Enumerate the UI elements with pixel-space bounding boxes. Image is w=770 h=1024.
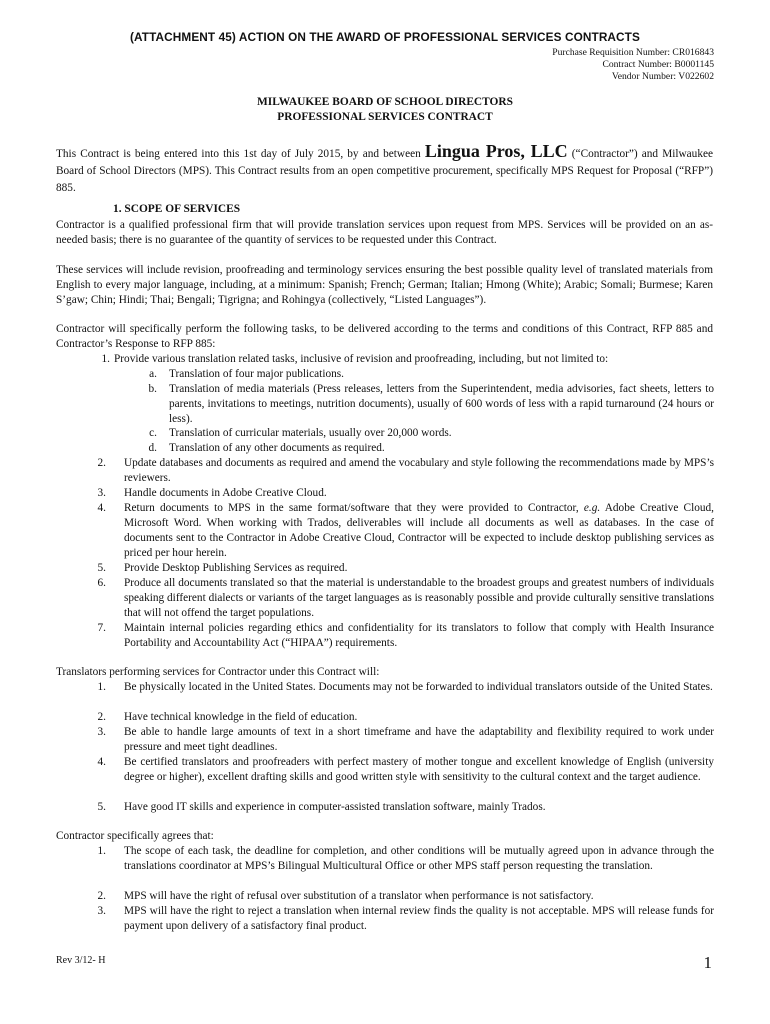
list-text: Produce all documents translated so that the material is understandable to the broadest groups and greatest numbers of individuals speaking different dialects or variants of the target languages as is reasonably possible and provide culturally sensitive translations that will not offend the target populations.: [124, 577, 714, 619]
list-number: 4.: [97, 502, 106, 514]
contractor-name: Lingua Pros, LLC: [424, 141, 568, 161]
list-number: 1.: [101, 353, 110, 365]
purchase-requisition-number: Purchase Requisition Number: CR016843: [552, 47, 714, 58]
list-number: 1.: [97, 845, 106, 857]
section-heading-scope: 1. SCOPE OF SERVICES: [113, 203, 241, 215]
page-number: 1: [703, 953, 712, 972]
list-number: 3.: [97, 905, 106, 917]
task4-text-before: Return documents to MPS in the same format/software that they were provided to Contractor,: [124, 502, 584, 514]
translators-intro: Translators performing services for Contractor under this Contract will:: [56, 666, 380, 678]
list-text: Translation of four major publications.: [169, 368, 344, 380]
list-letter: a.: [149, 368, 157, 380]
list-number: 3.: [97, 726, 106, 738]
list-number: 4.: [97, 756, 106, 768]
attachment-title: (ATTACHMENT 45) ACTION ON THE AWARD OF PROFESSIONAL SERVICES CONTRACTS: [130, 30, 640, 44]
list-letter: d.: [148, 442, 157, 454]
task4-eg: e.g.: [583, 502, 601, 514]
contract-title: [0, 95, 770, 125]
list-text: MPS will have the right to reject a translation when internal review finds the quality is not acceptable. MPS will release funds for payment upon delivery of a satisfactory final product.: [124, 905, 714, 932]
list-letter: b.: [148, 383, 157, 395]
intro-after: (“Contractor”) and Milwaukee Board of School Directors (MPS). This Contract results from an open competitive procurement, specifically MPS Request for Proposal (“RFP”) 885.: [56, 148, 714, 194]
list-number: 2.: [97, 890, 106, 902]
list-text: Have good IT skills and experience in computer-assisted translation software, mainly Trados.: [124, 801, 546, 813]
list-number: 3.: [97, 487, 106, 499]
contract-number: Contract Number: B0001145: [602, 59, 714, 70]
list-text: Be able to handle large amounts of text in a short timeframe and have the adaptability and flexibility required to work under pressure and meet tight deadlines.: [124, 726, 714, 753]
list-letter: c.: [149, 427, 157, 439]
list-text: Translation of any other documents as required.: [169, 442, 385, 454]
list-text: Provide various translation related tasks, inclusive of revision and proofreading, including, but not limited to:: [114, 353, 609, 365]
list-text: Update databases and documents as required and amend the vocabulary and style following the recommendations made by MPS’s reviewers.: [124, 457, 714, 484]
list-text: [124, 501, 714, 561]
list-text: Be physically located in the United States. Documents may not be forwarded to individual translators outside of the United States.: [124, 681, 713, 693]
contract-type-title: PROFESSIONAL SERVICES CONTRACT: [277, 111, 493, 123]
intro-before: This Contract is being entered into this 1st day of July 2015, by and between: [56, 148, 425, 160]
board-title: MILWAUKEE BOARD OF SCHOOL DIRECTORS: [257, 96, 513, 108]
list-text: Be certified translators and proofreaders with perfect mastery of mother tongue and excellent knowledge of English (university degree or higher), excellent drafting skills and good written style with sensitivity to the cultural context and the target audience.: [124, 756, 714, 783]
list-number: 2.: [97, 711, 106, 723]
list-number: 5.: [97, 801, 106, 813]
list-text: Provide Desktop Publishing Services as required.: [124, 562, 348, 574]
agrees-intro: Contractor specifically agrees that:: [56, 830, 214, 842]
list-number: 2.: [97, 457, 106, 469]
scope-paragraph-2: These services will include revision, proofreading and terminology services ensuring the best possible quality level of translated materials from English to every major language, including, at a minimum: Spanish; French; German; Italian; Hmong (White); Arabic; Somali; Burmese; Karen S’gaw; Chin; Hindi; Thai; Bengali; Tigrigna; and Rohingya (collectively, “Listed Languages”).: [56, 264, 713, 306]
list-number: 7.: [97, 622, 106, 634]
vendor-number: Vendor Number: V022602: [611, 71, 714, 82]
list-text: The scope of each task, the deadline for completion, and other conditions will be mutually agreed upon in advance through the translations coordinator at MPS’s Bilingual Multicultural Office or other MPS staff person requesting the translation.: [124, 845, 714, 872]
list-text: Have technical knowledge in the field of education.: [124, 711, 358, 723]
list-text: Translation of media materials (Press releases, letters from the Superintendent, media advisories, fact sheets, letters to parents, invitations to meetings, nutrition documents), usually of 600 words of less with a rapid turnaround (24 hours or less).: [169, 383, 714, 425]
list-text: MPS will have the right of refusal over substitution of a translator when performance is not satisfactory.: [124, 890, 594, 902]
list-text: Handle documents in Adobe Creative Cloud.: [124, 487, 327, 499]
scope-paragraph-3: Contractor will specifically perform the following tasks, to be delivered according to the terms and conditions of this Contract, RFP 885 and Contractor’s Response to RFP 885:: [56, 323, 713, 350]
intro-paragraph: [56, 143, 713, 197]
list-text: Translation of curricular materials, usually over 20,000 words.: [169, 427, 452, 439]
task4-text-after: Adobe Creative Cloud, Microsoft Word. When working with Trados, deliverables will include all documents as well as databases. In the case of documents sent to the Contractor in Adobe Creative Cloud, Contractor will be expected to include desktop publishing services as priced per hour herein.: [124, 502, 714, 559]
list-number: 1.: [97, 681, 106, 693]
scope-paragraph-1: Contractor is a qualified professional firm that will provide translation services upon request from MPS. Services will be provided on an as-needed basis; there is no guarantee of the quantity of services to be requested under this Contract.: [56, 219, 713, 246]
list-number: 5.: [97, 562, 106, 574]
list-number: 6.: [97, 577, 106, 589]
revision-label: Rev 3/12- H: [56, 955, 106, 966]
list-text: Maintain internal policies regarding ethics and confidentiality for its translators to follow that comply with Health Insurance Portability and Accountability Act (“HIPAA”) requirements.: [124, 622, 714, 649]
